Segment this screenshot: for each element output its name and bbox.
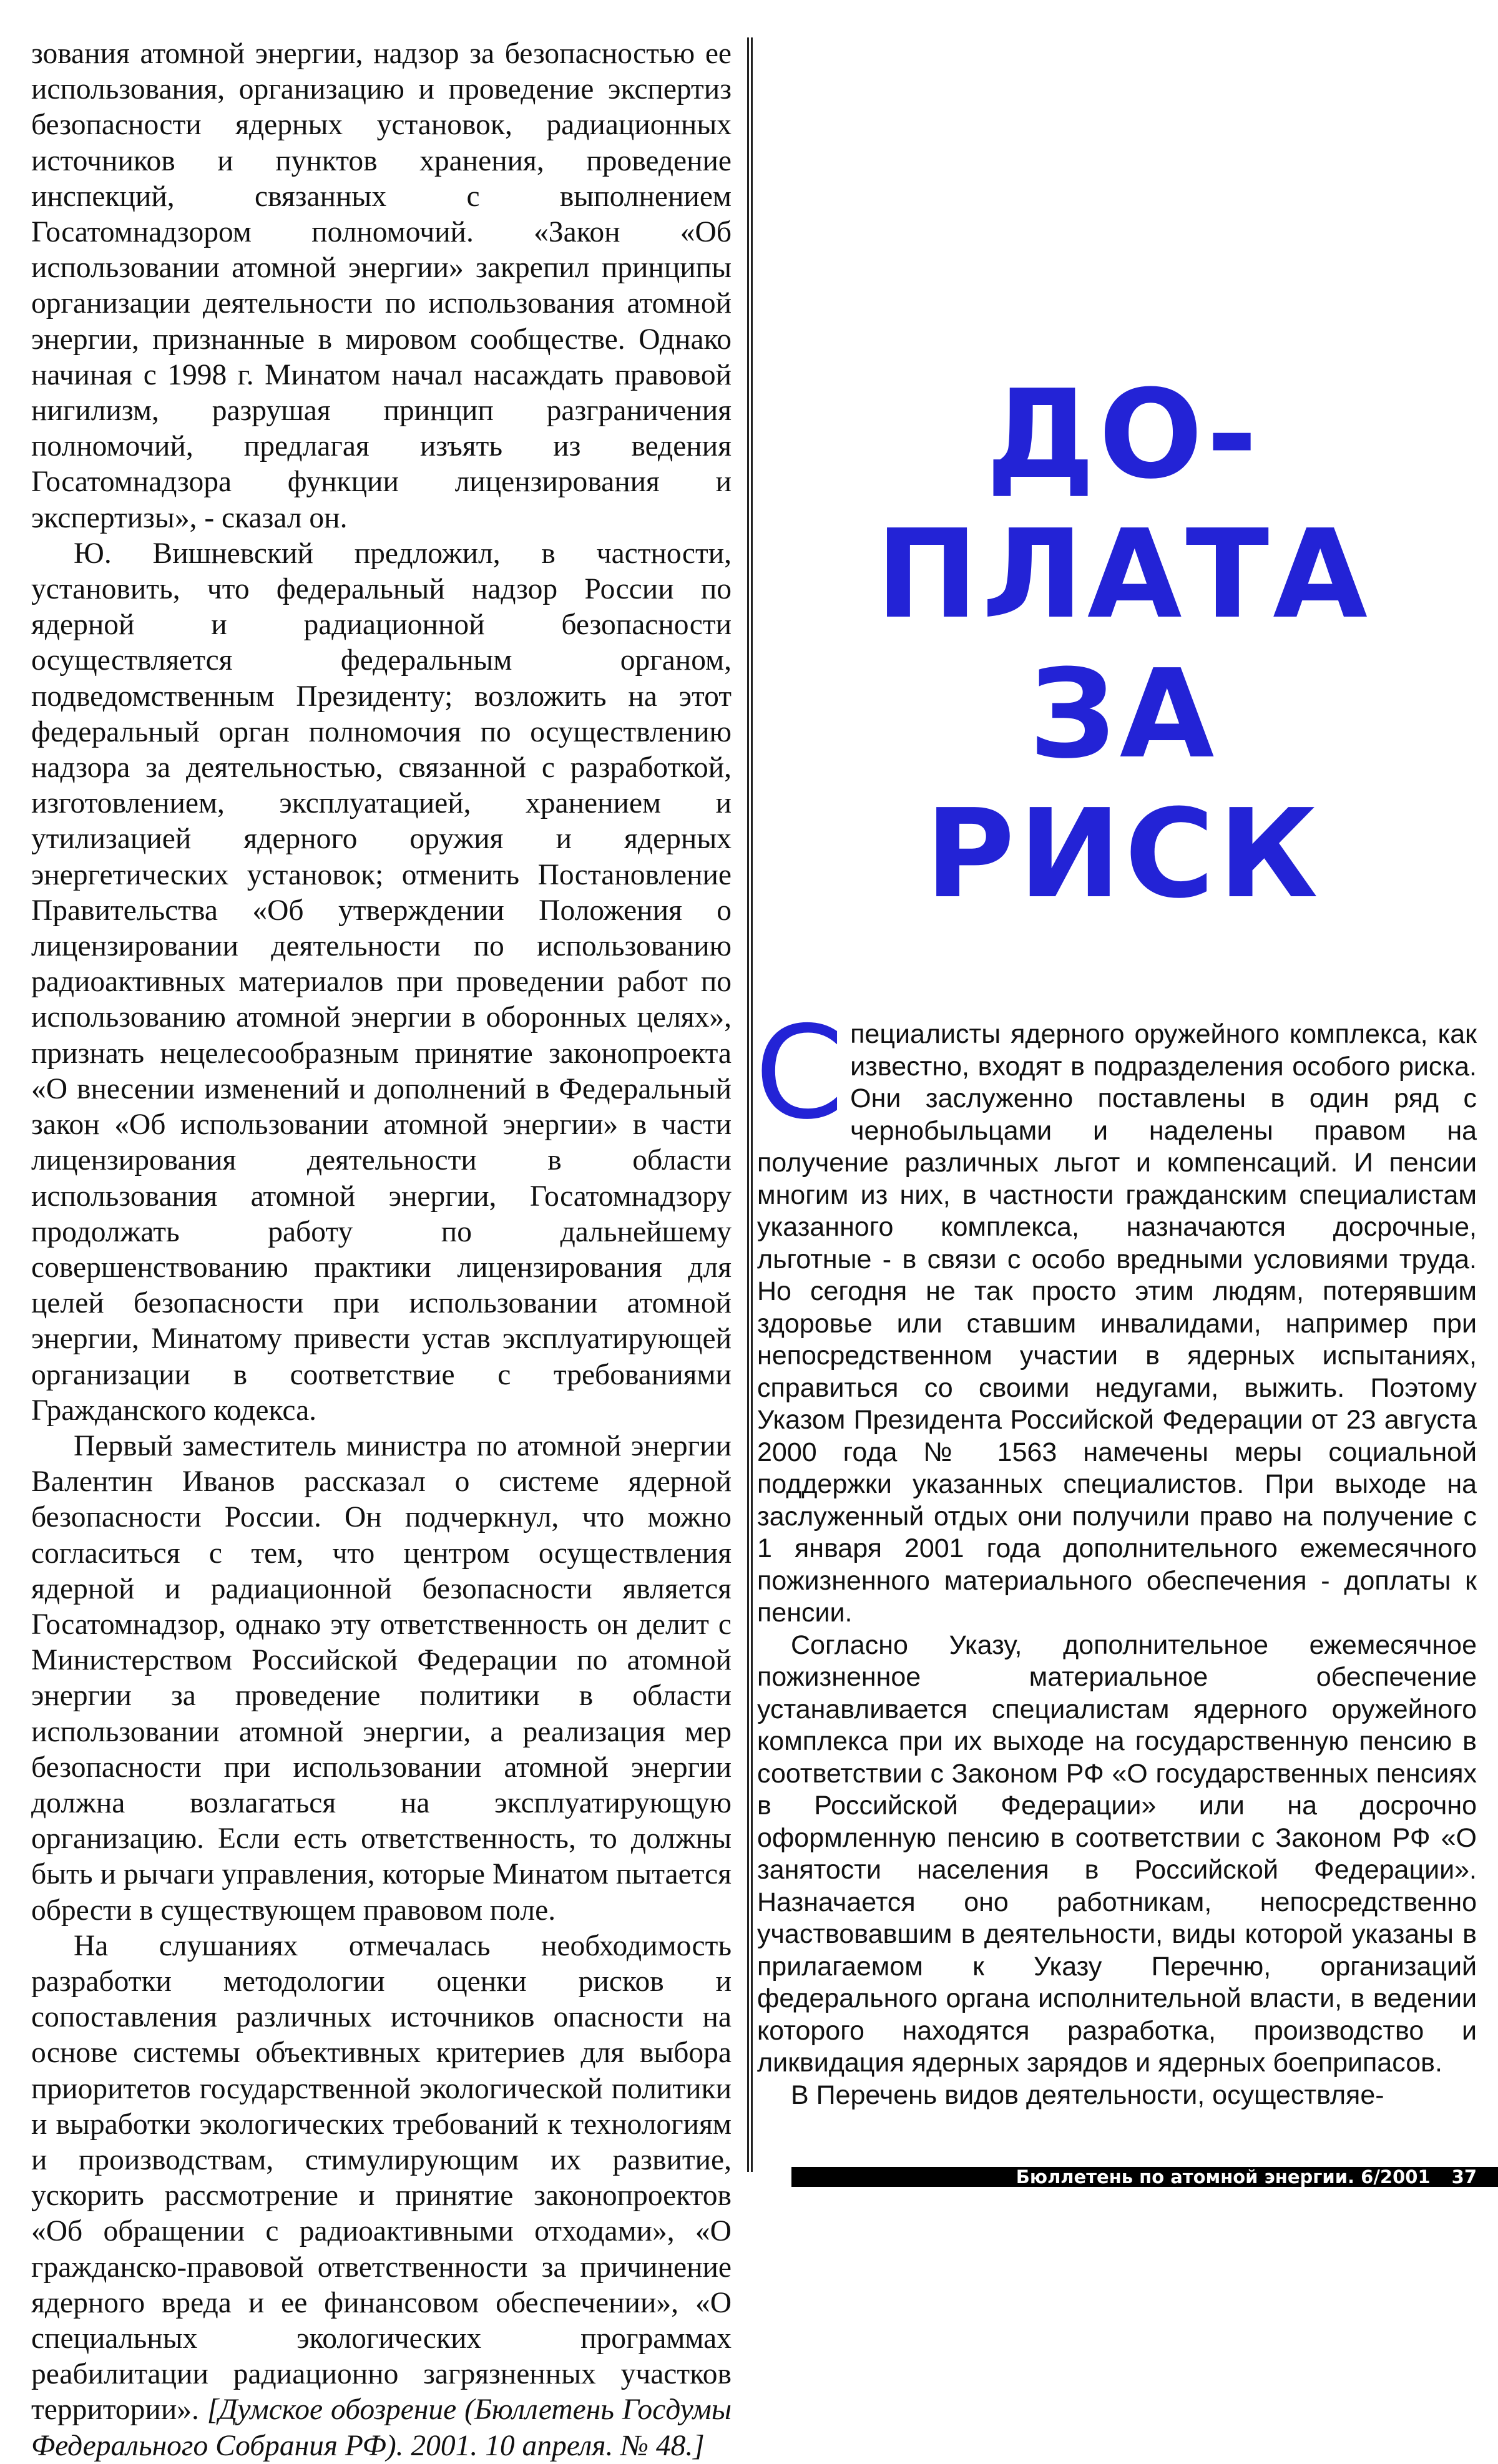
headline-line-3: ЗА xyxy=(1029,643,1218,786)
left-paragraph-2: Ю. Вишневский предложил, в частности, установить, что федеральный надзор России по ядерной и радиационной безопасности осуществляется федеральным органом, подведомственным Президенту; возложить на этот федеральный орган полномочия по осуществлению надзора за деятельностью, связанной с разработкой, изготовлением, эксплуатацией, хранением и утилизацией ядерного оружия и ядерных энергетических установок; отменить Постановление Правительства «Об утверждении Положения о лицензировании деятельности по использованию радиоактивных материалов при проведении работ по использованию атомной энергии в оборонных целях», признать нецелесообразным принятие законопроекта «О внесении изменений и дополнений в Федеральный закон «Об использовании атомной энергии» в части лицензирования деятельности в области использования атомной энергии, Госатомнадзору продолжать работу по дальнейшему совершенствованию практики лицензирования для целей безопасности при использовании атомной энергии, Минатому привести устав эксплуатирующей организации в соответствие с требованиями Гражданского кодекса. xyxy=(31,537,732,1427)
citation: [Думское обозрение (Бюллетень Госдумы Федерального Собрания РФ). 2001. 10 апреля. № 48.] xyxy=(31,2393,732,2462)
page-number: 37 xyxy=(1451,2166,1477,2188)
right-paragraph-1-text: пециалисты ядерного оружейного комплекса, как известно, входят в подразделения особого риска. Они заслуженно поставлены в один ряд с чернобыльцами и наделены правом на получение различных льгот и компенсаций. И пенсии многим из них, в частности гражданским специалистам указанного комплекса, назначаются досрочные, льготные - в связи с особо вредными условиями труда. Но сегодня не так просто этим людям, потерявшим здоровье или ставшим инвалидами, например при непосредственном участии в ядерных испытаниях, справиться со своими недугами, выжить. Поэтому Указом Президента Российской Федерации от 23 августа 2000 года № 1563 намечены меры социальной поддержки указанных специалистов. При выходе на заслуженный отдых они получили право на получение с 1 января 2001 года дополнительного ежемесячного пожизненного материального обеспечения - доплаты к пенсии. xyxy=(757,1019,1477,1628)
headline xyxy=(768,365,1479,924)
left-paragraph-3: Первый заместитель министра по атомной энергии Валентин Иванов рассказал о системе ядерной безопасности России. Он подчеркнул, что можно согласиться с тем, что центром осуществления ядерной и радиационной безопасности является Госатомнадзор, однако эту ответственность он делит с Министерством Российской Федерации по атомной энергии за проведение политики в области использовании атомной энергии, а реализация мер безопасности при использовании атомной энергии должна возлагаться на эксплуатирующую организацию. Если есть ответственность, то должны быть и рычаги управления, которые Минатом пытается обрести в существующем правовом поле. xyxy=(31,1429,732,1927)
left-paragraph-1: зования атомной энергии, надзор за безопасностью ее использования, организацию и проведение экспертиз безопасности ядерных установок, радиационных источников и пунктов хранения, проведение инспекций, связанных с выполнением Госатомнадзором полномочий. «Закон «Об использовании атомной энергии» закрепил принципы организации деятельности по использования атомной энергии, признанные в мировом сообществе. Однако начиная с 1998 г. Минатом начал насаждать правовой нигилизм, разрушая принцип разграничения полномочий, предлагая изъять из ведения Госатомнадзора функции лицензирования и экспертизы», - сказал он. xyxy=(31,37,732,534)
column-divider xyxy=(747,37,753,2172)
journal-title: Бюллетень по атомной энергии. 6/2001 xyxy=(1016,2166,1431,2188)
right-paragraph-1 xyxy=(755,999,1477,1630)
left-column xyxy=(31,36,732,2462)
footer-bar xyxy=(791,2167,1498,2187)
right-paragraph-2: Согласно Указу, дополнительное ежемесячное пожизненное материальное обеспечение устанавливается специалистам ядерного оружейного комплекса при их выходе на государственную пенсию в соответствии с Законом РФ «О государственных пенсиях в Российской Федерации» или на досрочно оформленную пенсию в соответствии с Законом РФ «О занятости населения в Российской Федерации». Назначается оно работникам, непосредственно участвовавшим в деятельности, виды которой указаны в прилагаемом к Указу Перечню, организаций федерального органа исполнительной власти, в ведении которого находятся разработка, производство и ликвидация ядерных зарядов и ядерных боеприпасов. xyxy=(757,1630,1477,2078)
headline-line-2: ПЛАТА xyxy=(876,504,1371,646)
headline-line-1: ДО- xyxy=(986,364,1261,506)
right-column xyxy=(755,999,1477,2173)
headline-line-4: РИСК xyxy=(925,783,1322,926)
right-paragraph-3: В Перечень видов деятельности, осуществляе- xyxy=(791,2080,1384,2110)
dropcap: С xyxy=(755,999,844,1148)
left-paragraph-4 xyxy=(31,1929,732,2464)
left-paragraph-4-text: На слушаниях отмечалась необходимость разработки методологии оценки рисков и сопоставления различных источников опасности на основе системы объективных критериев для выбора приоритетов государственной экологической политики и выработки экологических требований к технологиям и производствам, стимулирующим их развитие, ускорить рассмотрение и принятие законопроектов «Об обращении с радиоактивными отходами», «О гражданско-правовой ответственности за причинение ядерного вреда и ее финансовом обеспечении», «О специальных экологических программах реабилитации радиационно загрязненных участков территории». xyxy=(31,1929,732,2427)
